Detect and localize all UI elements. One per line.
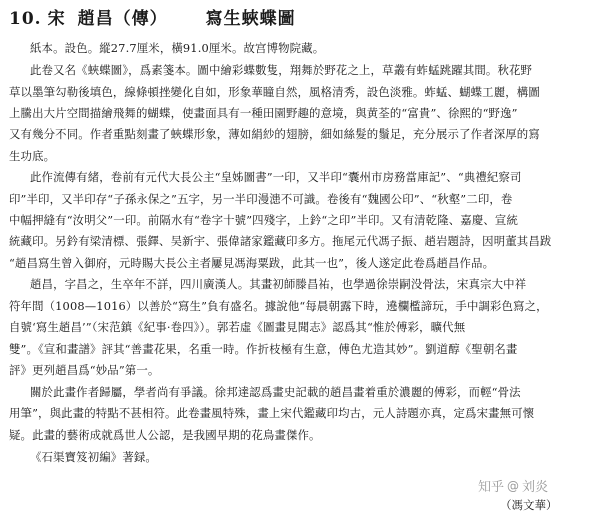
text-line: 此卷又名《蛺蝶圖》，爲素箋本。圖中繪彩蝶數隻，翔舞於野花之上，草叢有蚱蜢跳躍其間。秋花野	[30, 63, 533, 77]
watermark-site: 知乎	[478, 480, 505, 495]
author-name: 趙昌（傳）	[77, 9, 168, 29]
text-line: 疑。此畫的藝術成就爲世人公認，是我國早期的花鳥畫傑作。	[9, 428, 321, 442]
text-line: “趙昌寫生曾入御府，元時賜大長公主者屢見馮海粟跋，此其一也”，後人遂定此卷爲趙昌作品。	[9, 256, 495, 270]
text-line: 評》更列趙昌爲“妙品”第一。	[9, 363, 160, 377]
text-line: 自號‘寫生趙昌’”（宋范鎮《紀事·卷四》）。郭若虛《圖畫見聞志》認爲其“惟於傅彩，曠代無	[9, 320, 466, 334]
plate-number: 10.	[9, 9, 42, 29]
text-line: 上騰出大片空間描繪飛舞的蝴蝶，使畫面具有一種田園野趣的意境，與黄荃的“富貴”、徐熙的“野逸”	[9, 106, 518, 120]
text-line: 中幅押縫有“汝明父”一印。前隔水有“卷字十號”四殘字，上鈐“之印”半印。又有清乾隆、嘉慶、宣統	[9, 213, 519, 227]
text-line: 統藏印。另鈐有梁清標、張鐸、吴新宇、張偉諸家鑑藏印多方。拖尾元代馮子振、趙岩題詩，因明董其昌跋	[9, 234, 552, 248]
text-line: 用筆”，與此畫的特點不甚相符。此卷畫風特殊，畫上宋代鑑藏印均古，元人詩題亦真，定爲宋畫無可懷	[9, 406, 535, 420]
text-line: 生功底。	[9, 149, 56, 163]
painting-title: 寫生蛺蝶圖	[205, 9, 296, 29]
dynasty: 宋	[47, 9, 66, 29]
text-line: 此作流傳有緒，卷前有元代大長公主“皇姊圖書”一印，又半印“囊州市房務當庫記”、“典禮紀察司	[30, 170, 522, 184]
text-line: 雙”。《宣和畫譜》評其“善畫花果，名重一時。作折枝極有生意，傅色尤造其妙”。劉道醇《聖朝名畫	[9, 342, 518, 356]
text-line: 草以墨筆勾勒後填色，線條頓挫變化自如，形象華瞳自然，風格清秀，設色淡雅。蚱蜢、蝴蝶工麗，構圖	[9, 85, 540, 99]
text-line: 《石渠寶笈初編》著録。	[30, 450, 157, 464]
zhihu-watermark	[478, 476, 548, 495]
text-line: 又有幾分不同。作者重點刻畫了蛺蝶形象，薄如絹紗的翅膀，細如絲髮的鬚足，充分展示了作者深厚的寫	[9, 127, 540, 141]
text-line: 紙本。設色。縱27.7厘米，橫91.0厘米。故宫博物院藏。	[30, 41, 325, 55]
text-line: 關於此畫作者歸屬，學者尚有爭議。徐邦達認爲畫史記載的趙昌畫着重於濃麗的傅彩，而輕“骨法	[30, 385, 521, 399]
author-credit: （馮文華）	[500, 498, 558, 512]
plate-heading	[9, 4, 296, 30]
text-line: 趙昌，字昌之，生卒年不詳，四川廣漢人。其畫初師滕昌祐，也學過徐崇嗣没骨法，宋真宗大中祥	[30, 277, 527, 291]
text-line: 印”半印，又半印存“子孫永保之”五字，另一半印漫漶不可識。卷後有“魏國公印”、“秋壑”二印，卷	[9, 192, 513, 206]
watermark-user: 刘炎	[522, 480, 549, 495]
watermark-at: @	[507, 478, 520, 493]
text-line: 符年間（1008—1016）以善於“寫生”負有盛名。據說他“每晨朝露下時，遶欄檻諦玩，手中調彩色寫之，	[9, 299, 548, 313]
